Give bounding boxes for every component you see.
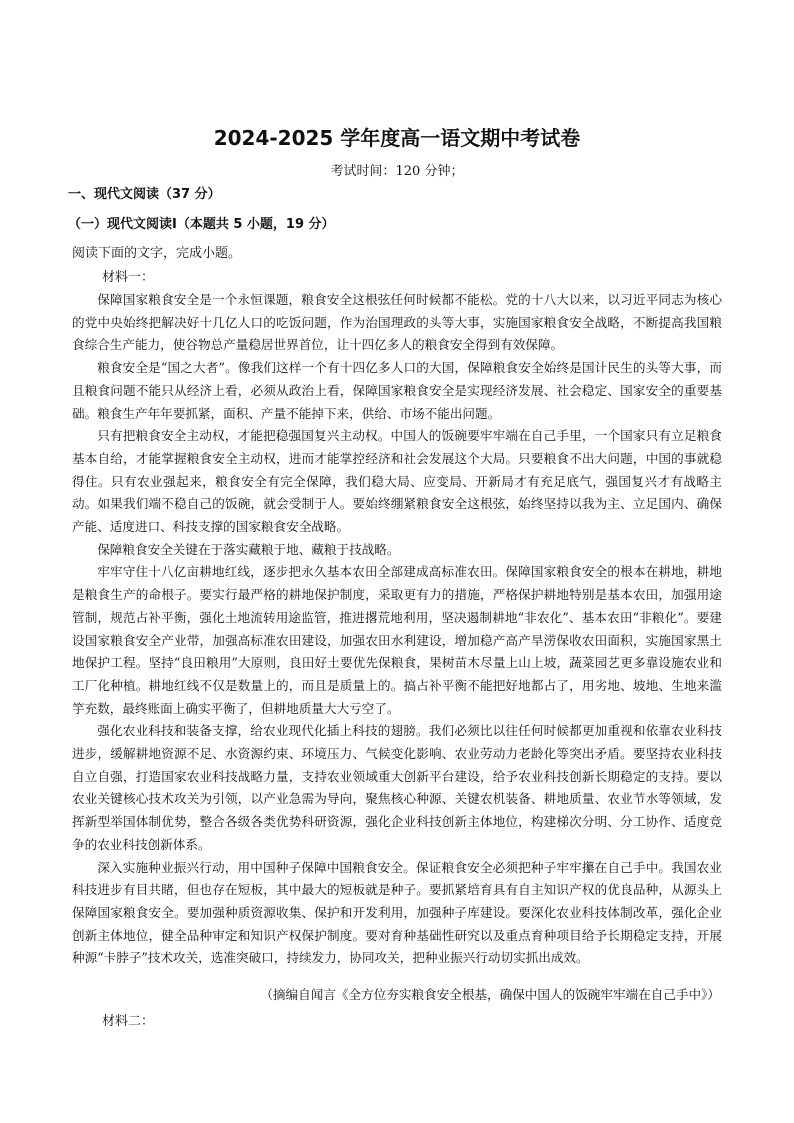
instruction-text: 阅读下面的文字，完成小题。	[72, 246, 242, 261]
paragraph: 粮食安全是“国之大者”。像我们这样一个有十四亿多人口的大国，保障粮食安全始终是国计民生的头等大事，而且粮食问题不能只从经济上看，必须从政治上看，保障国家粮食安全是实现经济发展、社会稳定、国家安全的重要基础。粮食生产年年要抓紧，面积、产量不能掉下来，供给、市场不能出问题。	[72, 360, 722, 421]
paragraph: 牢牢守住十八亿亩耕地红线，逐步把永久基本农田全部建成高标准农田。保障国家粮食安全的根本在耕地，耕地是粮食生产的命根子。要实行最严格的耕地保护制度，采取更有力的措施，严格保护耕地特别是基本农田，加强用途管制，规范占补平衡，强化土地流转用途监管，推进撂荒地利用，坚决遏制耕地“非农化”、基本农田“非粮化”。要建设国家粮食安全产业带，加强高标准农田建设，加强农田水利建设，增加稳产高产旱涝保收农田面积，实施国家黑土地保护工程。坚持“良田粮用”大原则，良田好土要优先保粮食，果树苗木尽量上山上坡，蔬菜园艺更多靠设施农业和工厂化种植。耕地红线不仅是数量上的，而且是质量上的。搞占补平衡不能把好地都占了，用劣地、坡地、生地来滥竽充数，最终账面上确实平衡了，但耕地质量大大亏空了。	[72, 564, 722, 716]
section-heading: 一、现代文阅读（37 分）	[68, 187, 221, 202]
article-body	[72, 289, 722, 970]
source-citation: （摘编自闻言《全方位夯实粮食安全根基，确保中国人的饭碗牢牢端在自己手中》）	[260, 987, 720, 1002]
paragraph: 保障国家粮食安全是一个永恒课题，粮食安全这根弦任何时候都不能松。党的十八大以来，以习近平同志为核心的党中央始终把解决好十几亿人口的吃饭问题，作为治国理政的头等大事，实施国家粮食安全战略，不断提高我国粮食综合生产能力，使谷物总产量稳居世界首位，让十四亿多人的粮食安全得到有效保障。	[72, 292, 722, 353]
exam-title: 2024-2025 学年度高一语文期中考试卷	[213, 126, 581, 150]
paragraph: 保障粮食安全关键在于落实藏粮于地、藏粮于技战略。	[97, 541, 400, 557]
material-two-label: 材料二：	[102, 1014, 155, 1029]
paragraph: 强化农业科技和装备支撑，给农业现代化插上科技的翅膀。我们必须比以往任何时候都更加重视和依靠农业科技进步，缓解耕地资源不足、水资源约束、环境压力、气候变化影响、农业劳动力老龄化等突出矛盾。要坚持农业科技自立自强，打造国家农业科技战略力量，支持农业领域重大创新平台建设，给予农业科技创新长期稳定的支持。要以农业关键核心技术攻关为引领，以产业急需为导向，聚焦核心种源、关键农机装备、耕地质量、农业节水等领域，发挥新型举国体制优势，整合各级各类优势科研资源，强化企业科技创新主体地位，构建梯次分明、分工协作、适度竞争的农业科技创新体系。	[72, 723, 722, 852]
paragraph: 深入实施种业振兴行动，用中国种子保障中国粮食安全。保证粮食安全必须把种子牢牢攥在自己手中。我国农业科技进步有目共睹，但也存在短板，其中最大的短板就是种子。要抓紧培育具有自主知识产权的优良品种，从源头上保障国家粮食安全。要加强种质资源收集、保护和开发利用，加强种子库建设。要深化农业科技体制改革，强化企业创新主体地位，健全品种审定和知识产权保护制度。要对育种基础性研究以及重点育种项目给予长期稳定支持，开展种源“卡脖子”技术攻关，选准突破口，持续发力，协同攻关，把种业振兴行动切实抓出成效。	[72, 859, 722, 966]
exam-time: 考试时间：120 分钟；	[330, 164, 464, 179]
paragraph: 只有把粮食安全主动权，才能把稳强国复兴主动权。中国人的饭碗要牢牢端在自己手里，一个国家只有立足粮食基本自给，才能掌握粮食安全主动权，进而才能掌控经济和社会发展这个大局。只要粮食不出大问题，中国的事就稳得住。只有农业强起来，粮食安全有完全保障，我们稳大局、应变局、开新局才有充足底气，强国复兴才有战略主动。如果我们端不稳自己的饭碗，就会受制于人。要始终绷紧粮食安全这根弦，始终坚持以我为主、立足国内、确保产能、适度进口、科技支撑的国家粮食安全战略。	[72, 428, 722, 535]
subsection-heading: （一）现代文阅读Ⅰ（本题共 5 小题，19 分）	[68, 217, 335, 232]
material-one-label: 材料一：	[102, 270, 155, 285]
